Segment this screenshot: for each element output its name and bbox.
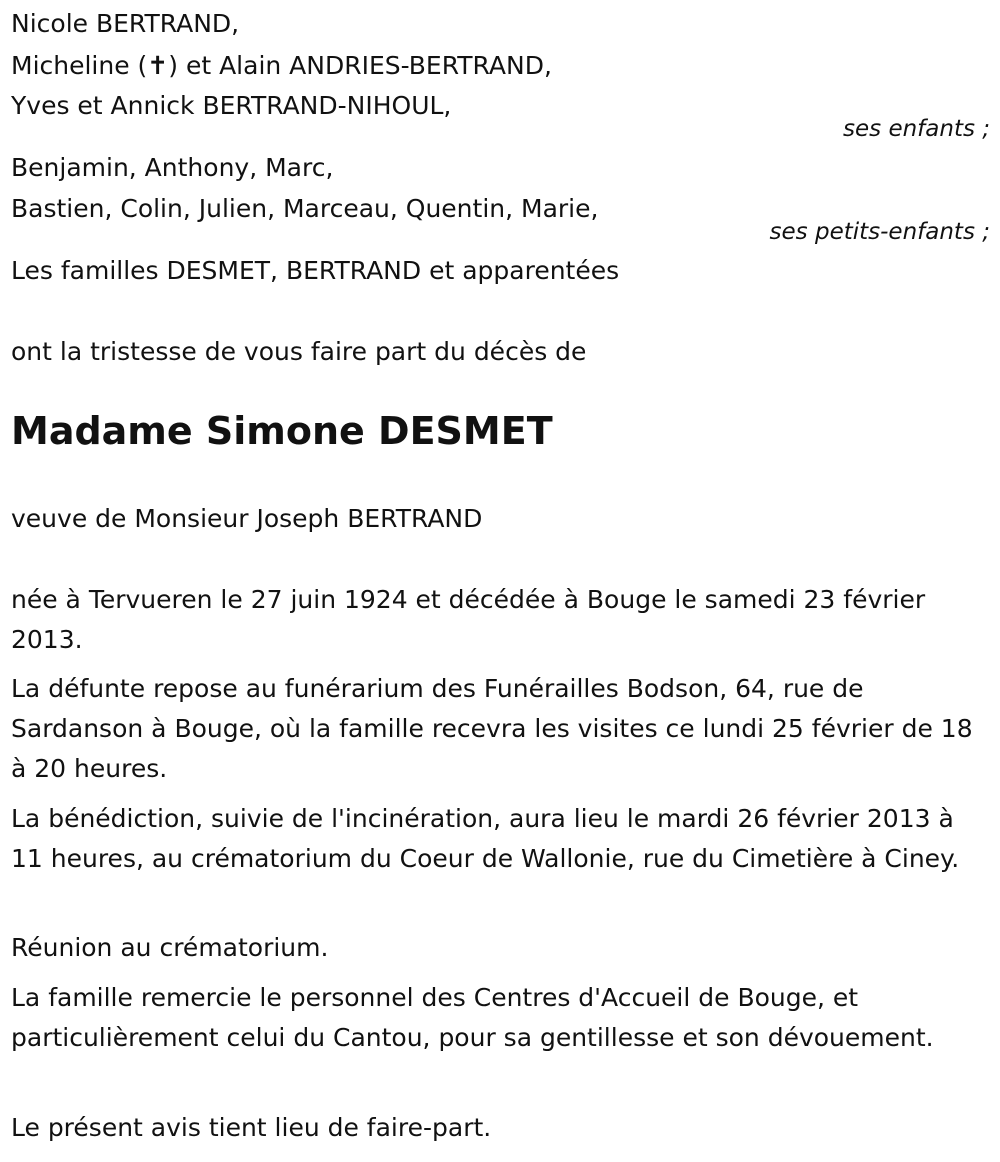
birth-death-paragraph: née à Tervueren le 27 juin 1924 et décédée à Bouge le samedi 23 février 2013. xyxy=(11,585,926,654)
grandchild-name: Bastien, Colin, Julien, Marceau, Quentin, Marie, xyxy=(11,194,599,223)
closing-paragraph: Le présent avis tient lieu de faire-part. xyxy=(11,1113,492,1142)
announcement: ont la tristesse de vous faire part du décès de xyxy=(11,337,587,366)
child-name: Nicole BERTRAND, xyxy=(11,9,240,38)
thanks-paragraph: La famille remercie le personnel des Centres d'Accueil de Bouge, et particulièrement celui du Cantou, pour sa gentillesse et son dévouement. xyxy=(11,983,934,1052)
grandchild-name: Benjamin, Anthony, Marc, xyxy=(11,153,334,182)
children-role: ses enfants ; xyxy=(843,116,990,142)
visitation-paragraph: La défunte repose au funérarium des Funérailles Bodson, 64, rue de Sardanson à Bouge, où la famille recevra les visites ce lundi 25 février de 18 à 20 heures. xyxy=(11,674,973,783)
child-name: Yves et Annick BERTRAND-NIHOUL, xyxy=(11,91,452,120)
reunion-paragraph: Réunion au crématorium. xyxy=(11,933,329,962)
deceased-name: Madame Simone DESMET xyxy=(11,409,553,453)
ceremony-paragraph: La bénédiction, suivie de l'incinération, aura lieu le mardi 26 février 2013 à 11 heures, au crématorium du Coeur de Wallonie, rue du Cimetière à Ciney. xyxy=(11,804,960,873)
grandchildren-role: ses petits-enfants ; xyxy=(769,219,990,245)
child-name: Micheline (✝) et Alain ANDRIES-BERTRAND, xyxy=(11,51,552,80)
families-line: Les familles DESMET, BERTRAND et apparentées xyxy=(11,256,620,285)
widow-of: veuve de Monsieur Joseph BERTRAND xyxy=(11,504,483,533)
